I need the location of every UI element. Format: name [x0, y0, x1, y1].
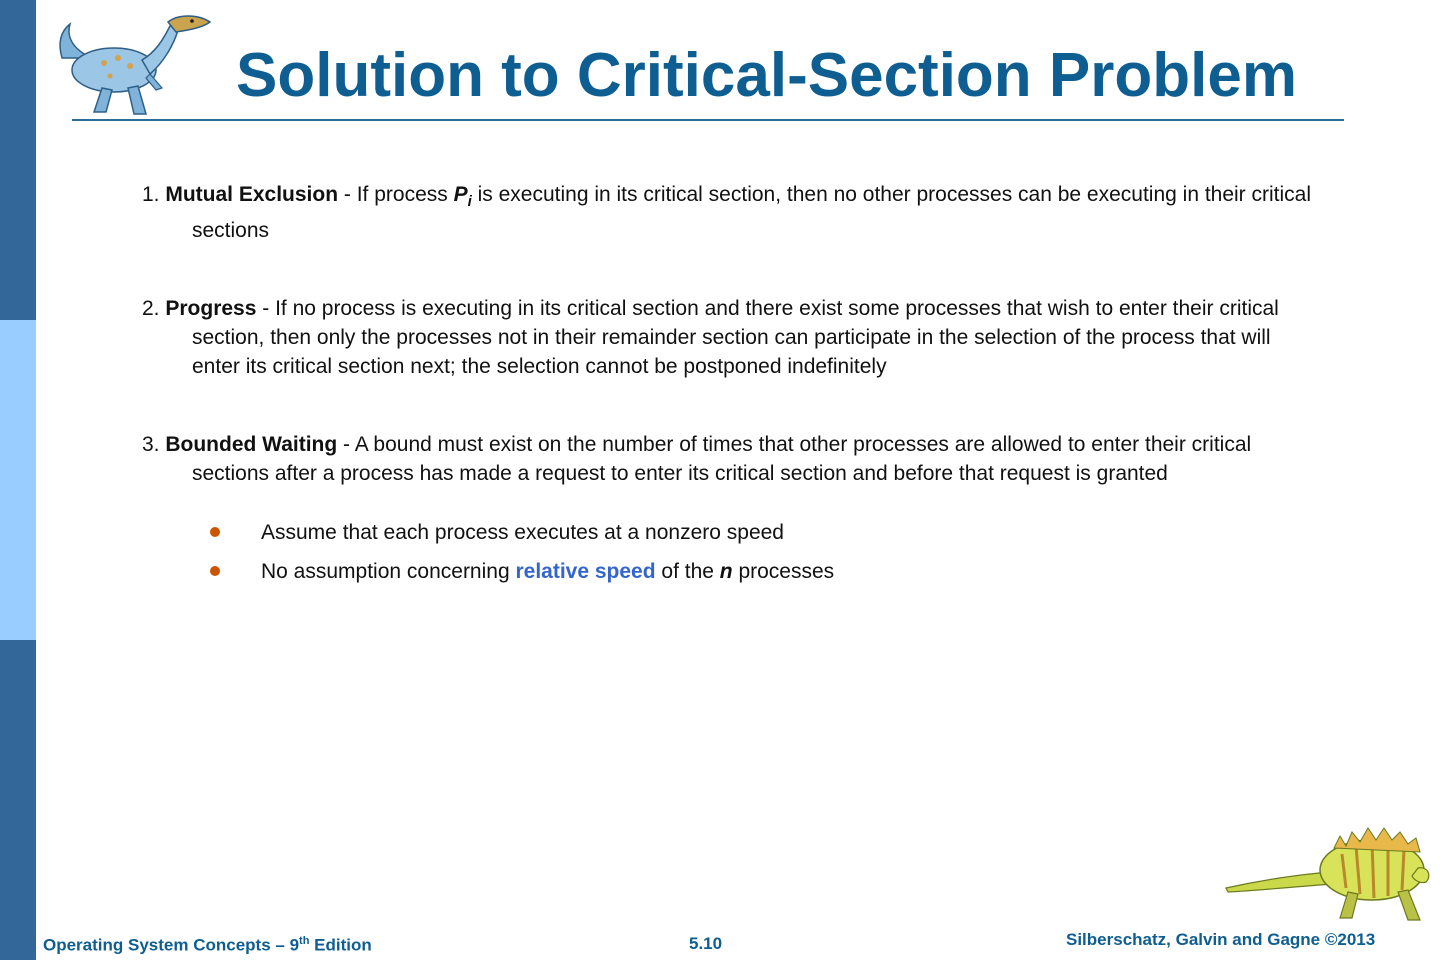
- footer-book-title: Operating System Concepts – 9th Edition: [43, 935, 372, 955]
- sidebar-segment-top: [0, 0, 36, 320]
- criteria-list: [142, 180, 1322, 488]
- criterion-text: - A bound must exist on the number of times that other processes are allowed to enter their critical sections after a process has made a request to enter its critical section and before that request is granted: [192, 433, 1252, 486]
- title-divider: [72, 119, 1344, 121]
- bullet-text-after: processes: [732, 560, 835, 583]
- left-sidebar-bar: [0, 0, 36, 960]
- criterion-term: Mutual Exclusion: [165, 183, 339, 206]
- assumption-list: [210, 518, 834, 596]
- bullet-text-middle: of the: [655, 560, 720, 583]
- criterion-number: 3.: [142, 433, 160, 457]
- sidebar-segment-bottom: [0, 640, 36, 960]
- bullet-text-before: No assumption concerning: [261, 560, 516, 583]
- bullet-text: Assume that each process executes at a nonzero speed: [261, 521, 784, 544]
- bullet-dot-icon: [210, 527, 220, 537]
- sidebar-segment-middle: [0, 320, 36, 640]
- dinosaur-logo-top: [52, 8, 222, 120]
- criterion-term: Bounded Waiting: [165, 433, 338, 457]
- criterion-text-after: is executing in its critical section, then no other processes can be executing in their critical sections: [192, 183, 1312, 243]
- criterion-progress: [142, 294, 1322, 381]
- criterion-number: 1.: [142, 183, 160, 206]
- bullet-dot-icon: [210, 566, 220, 576]
- dinosaur-logo-bottom: [1222, 818, 1432, 926]
- variable-n: n: [719, 560, 733, 583]
- list-item: [210, 518, 834, 547]
- footer-copyright: Silberschatz, Galvin and Gagne ©2013: [1066, 930, 1376, 949]
- criterion-text-before: - If process: [338, 183, 454, 206]
- footer-slide-number: 5.10: [689, 934, 723, 953]
- criterion-term: Progress: [165, 297, 257, 321]
- criterion-bounded-waiting: [142, 430, 1322, 488]
- criterion-mutual-exclusion: [142, 180, 1322, 245]
- highlighted-term: relative speed: [515, 560, 656, 583]
- criterion-text: - If no process is executing in its critical section and there exist some processes that wish to enter their critical section, then only the processes not in their remainder section can participate in the selection of the process that will enter its critical section next; the selection cannot be postponed indefinitely: [192, 297, 1279, 379]
- criterion-number: 2.: [142, 297, 160, 321]
- slide-title: Solution to Critical-Section Problem: [236, 41, 1297, 110]
- list-item: [210, 557, 834, 586]
- process-variable: $P_i$: [453, 183, 472, 211]
